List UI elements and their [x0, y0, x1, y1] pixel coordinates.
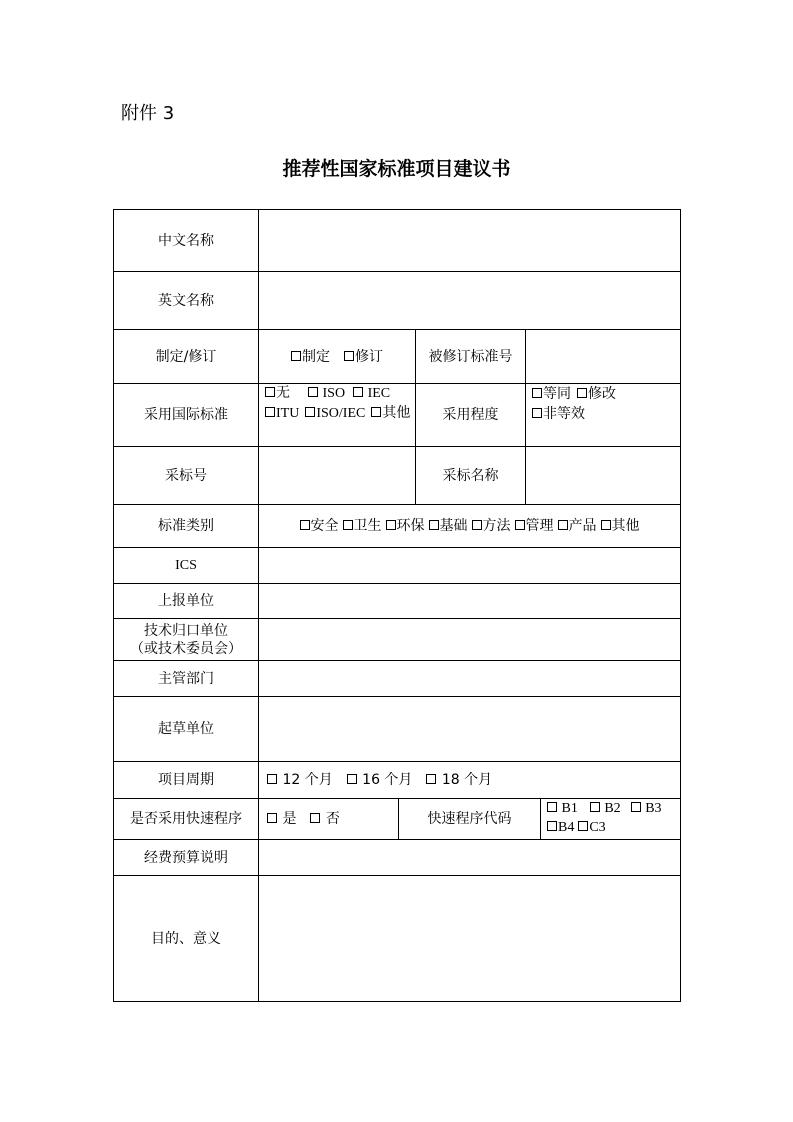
- checkbox-icon[interactable]: [343, 520, 353, 530]
- code-b3[interactable]: B3: [631, 801, 662, 816]
- ics-label: ICS: [114, 547, 258, 583]
- checkbox-icon[interactable]: [353, 387, 363, 397]
- code-b1[interactable]: B1: [547, 801, 578, 816]
- submitting-unit-field[interactable]: [258, 583, 680, 618]
- category-hygiene[interactable]: 卫生: [343, 516, 382, 536]
- checkbox-icon[interactable]: [265, 407, 275, 417]
- purpose-label: 目的、意义: [114, 875, 258, 1001]
- standard-category-label: 标准类别: [114, 504, 258, 547]
- code-b4[interactable]: B4: [547, 820, 574, 835]
- checkbox-icon[interactable]: [308, 387, 318, 397]
- option-formulate[interactable]: 制定: [291, 347, 330, 367]
- revised-standard-no-field[interactable]: [525, 329, 680, 383]
- option-iso-iec[interactable]: ISO/IEC: [305, 406, 365, 421]
- budget-field[interactable]: [258, 839, 680, 875]
- adopted-std-name-field[interactable]: [525, 446, 680, 504]
- revise-type-label: 制定/修订: [114, 329, 258, 383]
- proposal-form-table: [113, 209, 681, 1002]
- category-management[interactable]: 管理: [515, 516, 554, 536]
- english-name-field[interactable]: [258, 271, 680, 329]
- category-product[interactable]: 产品: [558, 516, 597, 536]
- purpose-field[interactable]: [258, 875, 680, 1001]
- project-period-label: 项目周期: [114, 761, 258, 798]
- submitting-unit-label: 上报单位: [114, 583, 258, 618]
- attachment-label: 附件 3: [121, 103, 175, 124]
- checkbox-icon[interactable]: [310, 813, 320, 823]
- intl-standard-options: [258, 383, 415, 446]
- checkbox-icon[interactable]: [429, 520, 439, 530]
- fast-track-label: 是否采用快速程序: [114, 798, 258, 839]
- option-non-equivalent[interactable]: 非等效: [532, 406, 585, 422]
- category-other[interactable]: 其他: [601, 516, 640, 536]
- checkbox-icon[interactable]: [515, 520, 525, 530]
- period-12-months[interactable]: 12 个月: [267, 770, 333, 790]
- option-none[interactable]: 无: [265, 386, 290, 401]
- budget-label: 经费预算说明: [114, 839, 258, 875]
- chinese-name-field[interactable]: [258, 210, 680, 271]
- checkbox-icon[interactable]: [547, 821, 557, 831]
- checkbox-icon[interactable]: [601, 520, 611, 530]
- intl-standard-label: 采用国际标准: [114, 383, 258, 446]
- option-revise[interactable]: 修订: [344, 347, 383, 367]
- fast-track-code-label: 快速程序代码: [398, 798, 540, 839]
- checkbox-icon[interactable]: [578, 821, 588, 831]
- checkbox-icon[interactable]: [371, 407, 381, 417]
- period-16-months[interactable]: 16 个月: [347, 770, 413, 790]
- adopted-std-name-label: 采标名称: [415, 446, 525, 504]
- revise-type-options: [258, 329, 415, 383]
- checkbox-icon[interactable]: [386, 520, 396, 530]
- checkbox-icon[interactable]: [472, 520, 482, 530]
- checkbox-icon[interactable]: [532, 388, 542, 398]
- fast-track-options: [258, 798, 398, 839]
- checkbox-icon[interactable]: [577, 388, 587, 398]
- drafting-unit-label: 起草单位: [114, 696, 258, 761]
- checkbox-icon[interactable]: [547, 802, 557, 812]
- checkbox-icon[interactable]: [347, 774, 357, 784]
- option-iso[interactable]: ISO: [308, 386, 345, 401]
- checkbox-icon[interactable]: [631, 802, 641, 812]
- competent-dept-label: 主管部门: [114, 660, 258, 696]
- checkbox-icon[interactable]: [344, 351, 354, 361]
- checkbox-icon[interactable]: [305, 407, 315, 417]
- period-18-months[interactable]: 18 个月: [426, 770, 492, 790]
- adopted-std-no-field[interactable]: [258, 446, 415, 504]
- adoption-degree-options: [525, 383, 680, 446]
- option-itu[interactable]: ITU: [265, 406, 299, 421]
- category-safety[interactable]: 安全: [300, 516, 339, 536]
- category-method[interactable]: 方法: [472, 516, 511, 536]
- code-c3[interactable]: C3: [578, 820, 605, 835]
- checkbox-icon[interactable]: [590, 802, 600, 812]
- ics-field[interactable]: [258, 547, 680, 583]
- checkbox-icon[interactable]: [291, 351, 301, 361]
- tech-committee-label-line2: （或技术委员会）: [130, 640, 242, 657]
- adoption-degree-label: 采用程度: [415, 383, 525, 446]
- competent-dept-field[interactable]: [258, 660, 680, 696]
- checkbox-icon[interactable]: [532, 408, 542, 418]
- checkbox-icon[interactable]: [267, 774, 277, 784]
- checkbox-icon[interactable]: [267, 813, 277, 823]
- option-identical[interactable]: 等同: [532, 386, 571, 402]
- checkbox-icon[interactable]: [558, 520, 568, 530]
- document-title: 推荐性国家标准项目建议书: [282, 158, 511, 180]
- option-iec[interactable]: IEC: [353, 386, 390, 401]
- tech-committee-label: [114, 618, 258, 660]
- category-environment[interactable]: 环保: [386, 516, 425, 536]
- english-name-label: 英文名称: [114, 271, 258, 329]
- option-other[interactable]: 其他: [371, 406, 410, 421]
- checkbox-icon[interactable]: [300, 520, 310, 530]
- chinese-name-label: 中文名称: [158, 232, 214, 249]
- fast-track-yes[interactable]: 是: [267, 809, 296, 829]
- tech-committee-label-line1: 技术归口单位: [144, 622, 228, 639]
- tech-committee-field[interactable]: [258, 618, 680, 660]
- option-modified[interactable]: 修改: [577, 386, 616, 402]
- code-b2[interactable]: B2: [590, 801, 621, 816]
- category-basic[interactable]: 基础: [429, 516, 468, 536]
- standard-category-options: [258, 504, 680, 547]
- checkbox-icon[interactable]: [426, 774, 436, 784]
- adopted-std-no-label: 采标号: [114, 446, 258, 504]
- revised-standard-no-label: 被修订标准号: [415, 329, 525, 383]
- drafting-unit-field[interactable]: [258, 696, 680, 761]
- fast-track-no[interactable]: 否: [310, 809, 339, 829]
- project-period-options: [258, 761, 680, 798]
- checkbox-icon[interactable]: [265, 387, 275, 397]
- fast-track-code-options: [540, 798, 680, 839]
